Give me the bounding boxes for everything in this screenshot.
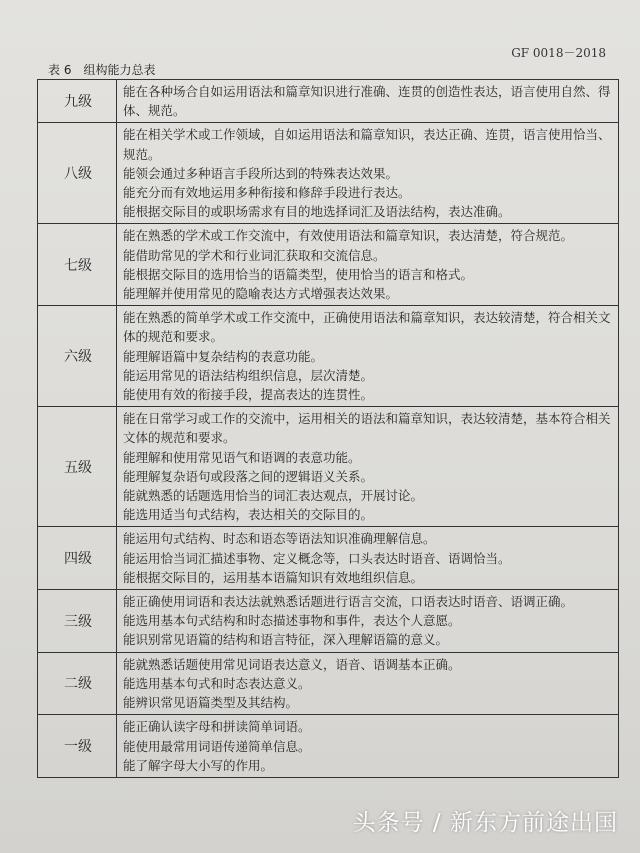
table-row	[38, 80, 619, 123]
level-label: 四级	[38, 527, 117, 590]
table-row	[38, 652, 619, 715]
level-label: 六级	[38, 306, 117, 407]
description-line: 体、规范。	[123, 103, 186, 119]
level-label: 七级	[38, 224, 117, 306]
description-line: 能借助常见的学术和行业词汇获取和交流信息。	[123, 247, 386, 263]
table-title: 组构能力总表	[83, 63, 156, 77]
description-line: 文体的规范和要求。	[123, 430, 236, 446]
level-description	[117, 715, 619, 778]
table-row	[38, 224, 619, 306]
description-line: 能正确认读字母和拼读简单词语。	[123, 719, 311, 735]
table-row	[38, 306, 619, 407]
description-line: 能选用适当句式结构，表达相关的交际目的。	[123, 507, 374, 523]
description-line: 能领会通过多种语言手段所达到的特殊表达效果。	[123, 165, 399, 181]
description-line: 体的规范和要求。	[123, 329, 224, 345]
level-label: 三级	[38, 590, 117, 653]
description-line: 能运用恰当词汇描述事物、定义概念等，口头表达时语音、语调恰当。	[123, 550, 511, 566]
description-line: 能在熟悉的简单学术或工作交流中，正确使用语法和篇章知识，表达较清楚，符合相关文	[123, 310, 611, 326]
level-description	[117, 590, 619, 653]
level-description	[117, 224, 619, 306]
description-line: 能正确使用词语和表达法就熟悉话题进行语言交流，口语表达时语音、语调正确。	[123, 594, 574, 610]
description-line: 能在相关学术或工作领域，自如运用语法和篇章知识，表达正确、连贯，语言使用恰当、	[123, 127, 611, 143]
table-row	[38, 715, 619, 778]
table-row	[38, 527, 619, 590]
level-label: 九级	[38, 80, 117, 123]
level-description	[117, 652, 619, 715]
description-line: 能选用基本句式结构和时态描述事物和事件，表达个人意愿。	[123, 613, 461, 629]
table-row	[38, 407, 619, 527]
description-line: 能理解复杂语句或段落之间的逻辑语义关系。	[123, 468, 374, 484]
description-line: 能运用常见的语法结构组织信息，层次清楚。	[123, 367, 374, 383]
table-caption	[48, 61, 167, 78]
description-line: 能就熟悉的话题选用恰当的词汇表达观点，开展讨论。	[123, 488, 424, 504]
level-description	[117, 80, 619, 123]
standard-code: GF 0018－2018	[511, 46, 606, 60]
table-row	[38, 123, 619, 224]
description-line: 能选用基本句式和时态表达意义。	[123, 675, 311, 691]
description-line: 能在各种场合自如运用语法和篇章知识进行准确、连贯的创造性表达，语言使用自然、得	[123, 84, 611, 99]
level-description	[117, 527, 619, 590]
level-description	[117, 407, 619, 527]
description-line: 能在日常学习或工作的交流中，运用相关的语法和篇章知识，表达较清楚，基本符合相关	[123, 411, 611, 427]
description-line: 能识别常见语篇的结构和语言特征，深入理解语篇的意义。	[123, 632, 449, 648]
table-row	[38, 590, 619, 653]
level-label: 五级	[38, 407, 117, 527]
description-line: 能在熟悉的学术或工作交流中，有效使用语法和篇章知识，表达清楚，符合规范。	[123, 228, 574, 244]
description-line: 能根据交际目的或职场需求有目的地选择词汇及语法结构，表达准确。	[123, 204, 511, 220]
level-label: 二级	[38, 652, 117, 715]
description-line: 能理解和使用常见语气和语调的表意功能。	[123, 449, 361, 465]
level-label: 八级	[38, 123, 117, 224]
description-line: 能就熟悉话题使用常见词语表达意义，语音、语调基本正确。	[123, 656, 461, 672]
table-number: 表 6	[48, 63, 72, 77]
level-description	[117, 306, 619, 407]
description-line: 能了解字母大小写的作用。	[123, 757, 274, 773]
description-line: 能理解语篇中复杂结构的表意功能。	[123, 348, 324, 364]
description-line: 能运用句式结构、时态和语态等语法知识准确理解信息。	[123, 531, 436, 547]
description-line: 能充分而有效地运用多种衔接和修辞手段进行表达。	[123, 185, 411, 201]
description-line: 规范。	[123, 146, 161, 162]
watermark-text: 头条号 / 新东方前途出国	[352, 810, 618, 836]
level-label: 一级	[38, 715, 117, 778]
description-line: 能根据交际目的选用恰当的语篇类型，使用恰当的语言和格式。	[123, 266, 474, 282]
description-line: 能使用最常用词语传递简单信息。	[123, 738, 311, 754]
description-line: 能根据交际目的，运用基本语篇知识有效地组织信息。	[123, 569, 424, 585]
ability-table	[37, 79, 619, 778]
description-line: 能辨识常见语篇类型及其结构。	[123, 695, 299, 711]
description-line: 能使用有效的衔接手段，提高表达的连贯性。	[123, 387, 374, 403]
level-description	[117, 123, 619, 224]
description-line: 能理解并使用常见的隐喻表达方式增强表达效果。	[123, 286, 399, 302]
